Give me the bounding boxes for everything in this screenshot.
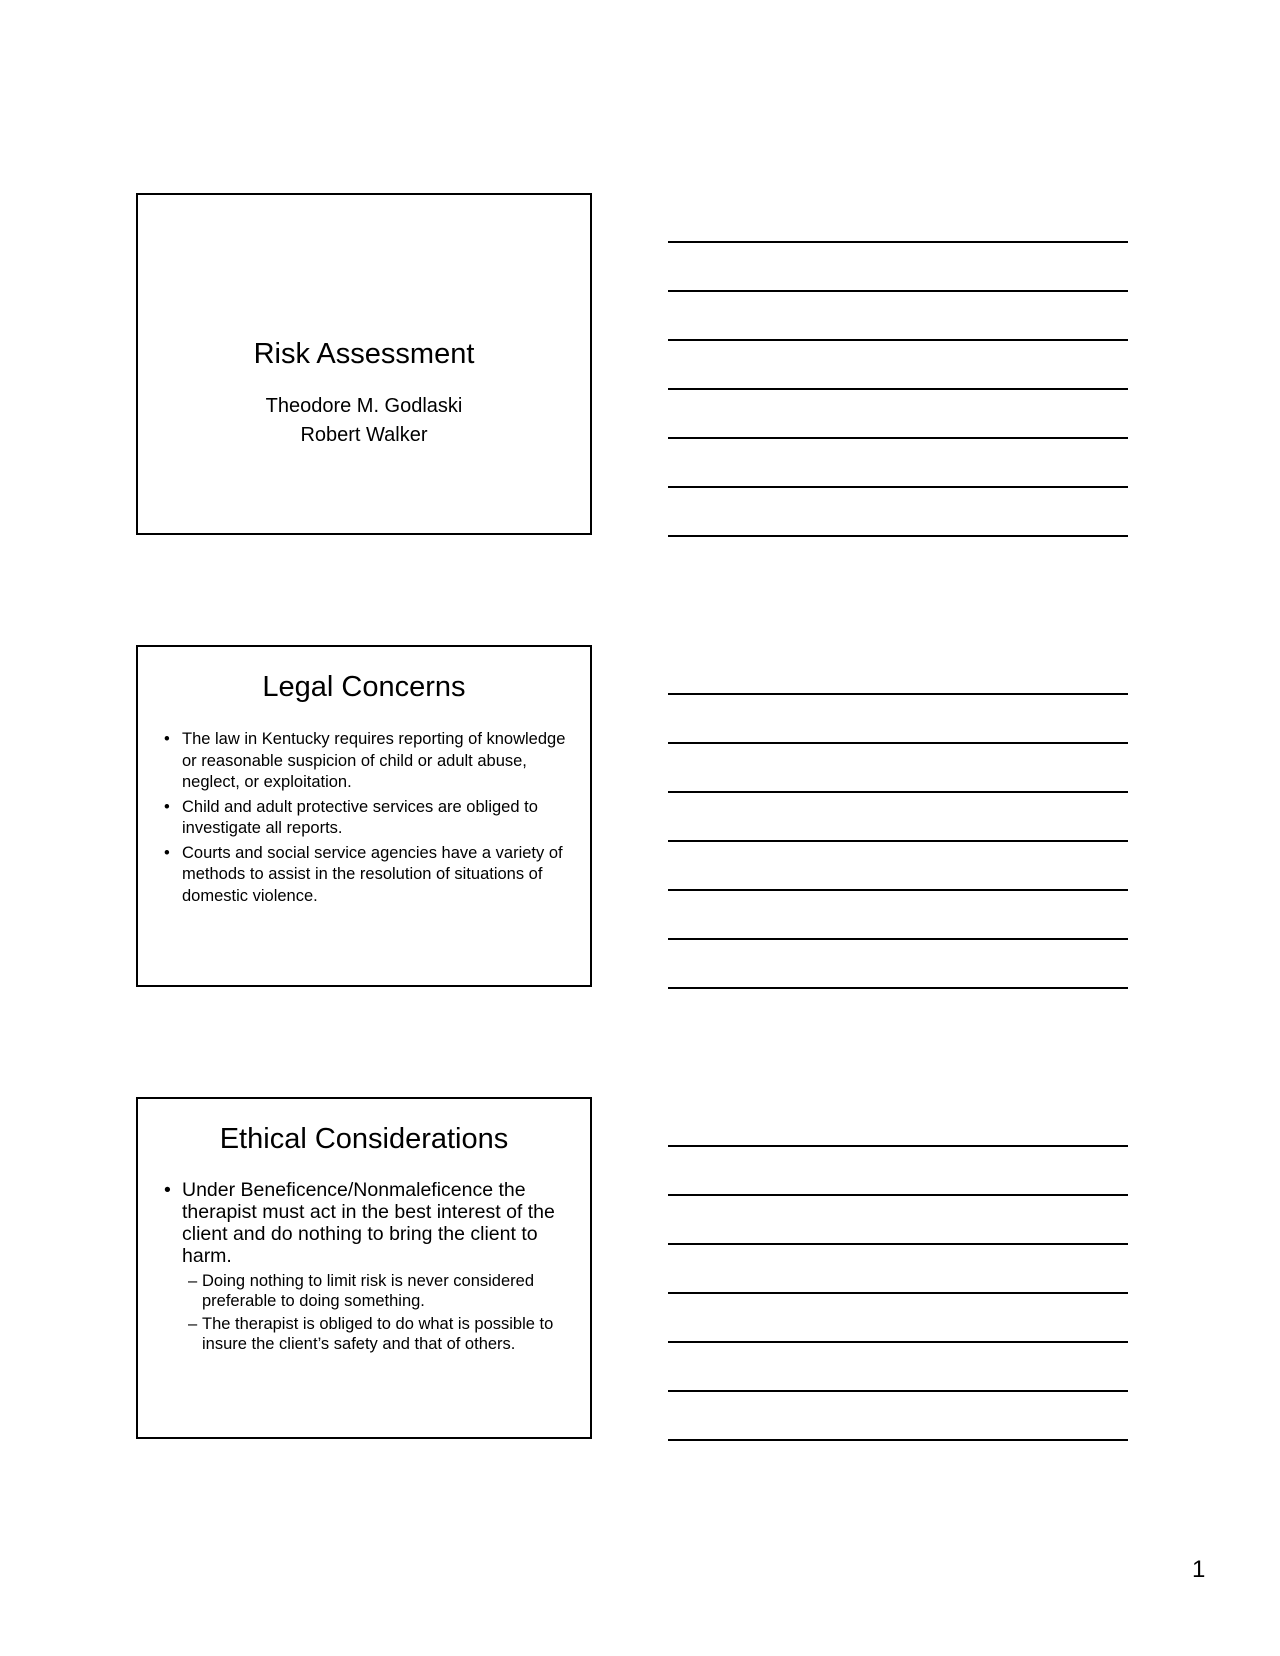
note-line [668, 938, 1128, 940]
slide-1-title: Risk Assessment [253, 338, 475, 370]
sub-bullet-item [182, 1271, 572, 1311]
bullet-icon: • [164, 1179, 171, 1201]
slide-1-thumbnail [136, 193, 592, 535]
author-name: Robert Walker [300, 424, 428, 446]
sub-bullet-list [182, 1271, 572, 1354]
note-line [668, 437, 1128, 439]
slide-1-authors [138, 392, 590, 450]
note-line [668, 1439, 1128, 1441]
note-line [668, 1243, 1128, 1245]
note-line [668, 486, 1128, 488]
bullet-item [164, 797, 572, 840]
slide-3-title: Ethical Considerations [219, 1123, 509, 1155]
sub-bullet-item [182, 1314, 572, 1354]
bullet-icon: • [164, 843, 170, 862]
note-line [668, 339, 1128, 341]
slide-2-bullet-list [164, 729, 572, 910]
sub-bullet-text: The therapist is obliged to do what is possible to insure the client’s safety and that of others. [202, 1315, 554, 1353]
bullet-text: Under Beneficence/Nonmaleficence the therapist must act in the best interest of the client and do nothing to bring the client to harm. [182, 1179, 555, 1267]
bullet-text: Child and adult protective services are obliged to investigate all reports. [182, 797, 538, 837]
note-line [668, 1194, 1128, 1196]
note-line [668, 693, 1128, 695]
slide-2-thumbnail [136, 645, 592, 987]
note-line [668, 840, 1128, 842]
slide-3-thumbnail [136, 1097, 592, 1439]
slide-3-bullet-list [164, 1179, 572, 1357]
note-line [668, 987, 1128, 989]
bullet-icon: • [164, 730, 170, 748]
bullet-item [164, 729, 572, 794]
note-line [668, 1145, 1128, 1147]
note-line [668, 791, 1128, 793]
note-line [668, 388, 1128, 390]
bullet-icon: • [164, 797, 170, 816]
note-line [668, 1341, 1128, 1343]
bullet-text: The law in Kentucky requires reporting of knowledge or reasonable suspicion of child or adult abuse, neglect, or exploitation. [182, 730, 566, 791]
dash-icon: – [188, 1315, 198, 1333]
slide-2-title: Legal Concerns [262, 671, 466, 703]
note-line [668, 241, 1128, 243]
note-line [668, 535, 1128, 537]
bullet-item [164, 1179, 572, 1354]
bullet-item [164, 843, 572, 908]
note-line [668, 1390, 1128, 1392]
note-line [668, 290, 1128, 292]
note-line [668, 889, 1128, 891]
bullet-text: Courts and social service agencies have a variety of methods to assist in the resolution of situations of domestic violence. [182, 843, 563, 905]
note-line [668, 1292, 1128, 1294]
author-name: Theodore M. Godlaski [265, 395, 463, 417]
dash-icon: – [188, 1272, 198, 1290]
sub-bullet-text: Doing nothing to limit risk is never considered preferable to doing something. [202, 1272, 534, 1310]
page-number: 1 [1192, 1556, 1206, 1583]
note-line [668, 742, 1128, 744]
